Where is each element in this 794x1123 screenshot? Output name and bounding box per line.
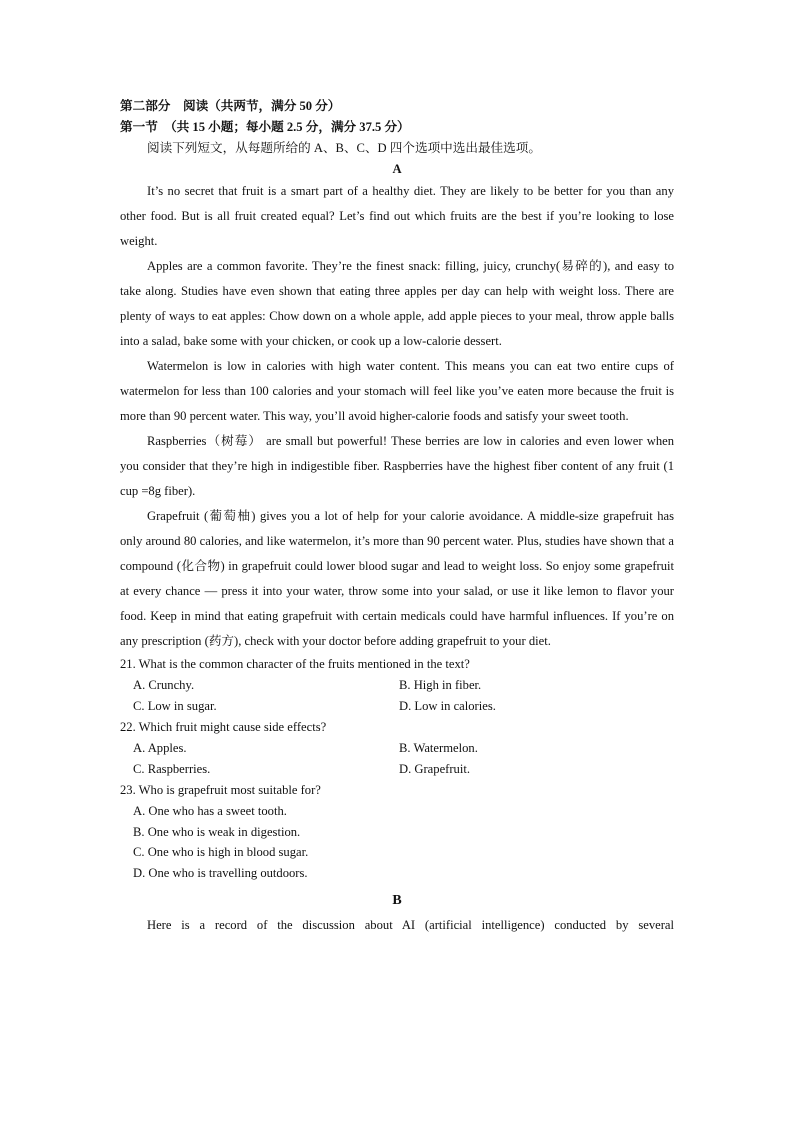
option-b: B. High in fiber. bbox=[399, 678, 482, 692]
option-d: D. Low in calories. bbox=[399, 699, 496, 713]
exam-page bbox=[120, 96, 674, 938]
section-title: 第一节 （共 15 小题；每小题 2.5 分，满分 37.5 分） bbox=[120, 120, 410, 134]
passage-b-intro: Here is a record of the discussion about AI (artificial intelligence) conducted by several bbox=[147, 918, 674, 932]
passage-a-paragraph: Raspberries（树莓） are small but powerful! These berries are low in calories and even lower when you consider that they’re high in indigestible fiber. Raspberries have the highest fiber content of any fruit (1 cup =8g fiber). bbox=[120, 434, 674, 498]
question-stem: 23. Who is grapefruit most suitable for? bbox=[120, 783, 321, 797]
option-a: A. Crunchy. bbox=[133, 678, 195, 692]
passage-b-letter: B bbox=[392, 893, 402, 908]
option-b: B. Watermelon. bbox=[399, 741, 478, 755]
option-c: C. One who is high in blood sugar. bbox=[133, 845, 309, 859]
passage-a-paragraph: It’s no secret that fruit is a smart part of a healthy diet. They are likely to be better for you than any other food. But is all fruit created equal? Let’s find out which fruits are the best if you’re looking to lose weight. bbox=[120, 184, 674, 248]
passage-a-letter: A bbox=[392, 162, 402, 176]
question-stem: 21. What is the common character of the fruits mentioned in the text? bbox=[120, 657, 470, 671]
passage-a-paragraph: Grapefruit (葡萄柚) gives you a lot of help for your calorie avoidance. A middle-size grapefruit has only around 80 calories, and like watermelon, it’s more than 90 percent water. Plus, studies have shown that a compound (化合物) in grapefruit could lower blood sugar and lead to weight loss. So enjoy some grapefruit at every chance — press it into your water, throw some into your salad, or use it like lemon to flavor your food. Keep in mind that eating grapefruit with certain medicals could have harmful influences. If you’re on any prescription (药方), check with your doctor before adding grapefruit to your diet. bbox=[120, 509, 674, 648]
option-d: D. Grapefruit. bbox=[399, 762, 470, 776]
option-a: A. Apples. bbox=[133, 741, 187, 755]
option-row bbox=[120, 759, 674, 780]
option-row bbox=[120, 675, 674, 696]
instructions: 阅读下列短文，从每题所给的 A、B、C、D 四个选项中选出最佳选项。 bbox=[147, 141, 541, 155]
part-title: 第二部分 阅读（共两节，满分 50 分） bbox=[120, 99, 341, 113]
passage-a-paragraph: Watermelon is low in calories with high water content. This means you can eat two entire cups of watermelon for less than 100 calories and your stomach will feel like you’ve eaten more because the fruit is more than 90 percent water. This way, you’ll avoid higher-calorie foods and satisfy your sweet tooth. bbox=[120, 359, 674, 423]
option-row bbox=[120, 738, 674, 759]
passage-a bbox=[120, 179, 674, 654]
option-c: C. Raspberries. bbox=[133, 762, 211, 776]
option-a: A. One who has a sweet tooth. bbox=[133, 804, 287, 818]
passage-a-paragraph: Apples are a common favorite. They’re the finest snack: filling, juicy, crunchy(易碎的), and easy to take along. Studies have even shown that eating three apples per day can help with weight loss. There are plenty of ways to eat apples: Chow down on a whole apple, add apple pieces to your meal, throw apple balls into a salad, bake some with your chicken, or cook up a low-calorie dessert. bbox=[120, 259, 674, 348]
option-row bbox=[120, 696, 674, 717]
question-23 bbox=[120, 780, 674, 883]
option-b: B. One who is weak in digestion. bbox=[133, 824, 301, 839]
option-d: D. One who is travelling outdoors. bbox=[133, 865, 308, 880]
question-22 bbox=[120, 717, 674, 780]
question-stem: 22. Which fruit might cause side effects? bbox=[120, 720, 327, 734]
option-c: C. Low in sugar. bbox=[133, 699, 217, 713]
question-21 bbox=[120, 654, 674, 717]
